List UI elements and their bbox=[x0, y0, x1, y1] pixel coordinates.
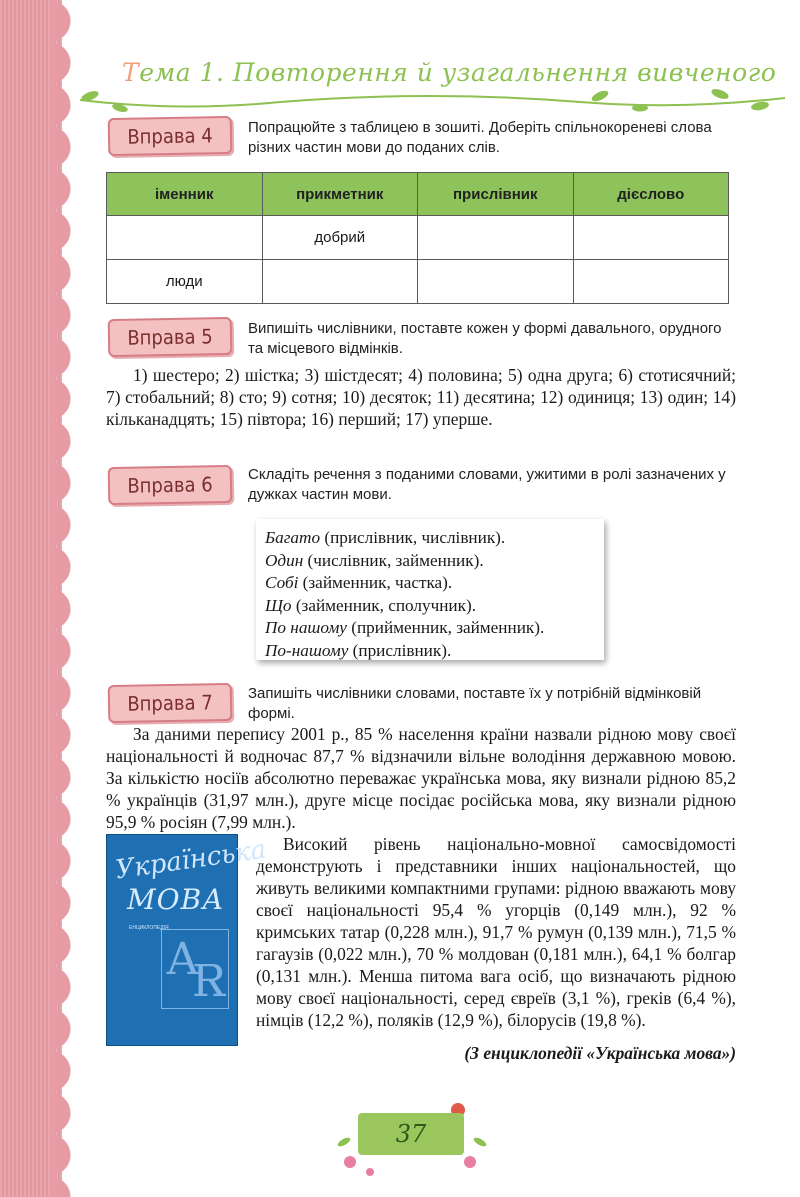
table-cell bbox=[573, 216, 729, 260]
vine-ornament-icon bbox=[80, 86, 785, 112]
table-header: прислівник bbox=[418, 173, 574, 216]
book-title-2: МОВА bbox=[127, 883, 225, 916]
book-letters: А Я bbox=[161, 929, 229, 1009]
list-item: По нашому (прийменник, займенник). bbox=[265, 618, 545, 637]
exercise-7-text-wrap: Високий рівень національно-мовної самосвідомості демонструють і представники інших національностей, що живуть великими компактними групами: рідною вважають мову своєї національності 95,4 % угорців (0,149 млн.), 92 % кримських татар (0,228 млн.), 91,7 % румун (0,139 млн.), 71,5 % гагаузів (0,022 млн.), 70 % молдован (0,181 млн.), 64,1 % болгар (0,131 млн.). Менша питома вага осіб, що визначають рідною мову своєї національності, серед євреїв (3,1 %), греків (6,4 %), німців (12,2 %), поляків (12,9 %), білорусів (19,8 %). bbox=[256, 834, 736, 1030]
exercise-badge-6: Вправа 6 bbox=[108, 465, 233, 505]
exercise-badge-7: Вправа 7 bbox=[108, 683, 233, 723]
exercise-7-text-top: За даними перепису 2001 р., 85 % населення країни назвали рідною мову своєї національності й водночас 87,7 % відзначили вільне володіння державною мовою. За кількістю носіїв абсолютно переважає українська мова, яку визнали рідною 85,2 % українців (31,97 млн.), друге місце посідає російська мова, яку визнали рідною 95,9 % росіян (7,99 млн.). bbox=[106, 724, 736, 832]
table-header: дієслово bbox=[573, 173, 729, 216]
exercise-5-task: Випишіть числівники, поставте кожен у формі давального, орудного та місцевого відмінків. bbox=[248, 320, 722, 357]
table-cell bbox=[573, 260, 729, 304]
table-header: прикметник bbox=[262, 173, 418, 216]
list-item: По-нашому (прислівник). bbox=[265, 640, 452, 660]
table-cell: люди bbox=[107, 260, 263, 304]
book-title-1: Українська bbox=[113, 834, 269, 886]
encyclopedia-cover-image bbox=[106, 834, 269, 1046]
exercise-badge-4: Вправа 4 bbox=[108, 116, 233, 156]
source-citation: (З енциклопедії «Українська мова») bbox=[464, 1043, 736, 1063]
word-list-card bbox=[256, 519, 604, 660]
list-item: Один (числівник, займенник). bbox=[265, 550, 484, 570]
table-cell: добрий bbox=[262, 216, 418, 260]
table-cell bbox=[418, 216, 574, 260]
topic-title: Тема 1. Повторення й узагальнення вивченого bbox=[122, 58, 777, 87]
table-cell bbox=[418, 260, 574, 304]
word-table bbox=[106, 172, 729, 304]
table-row bbox=[107, 260, 729, 304]
list-item: Багато (прислівник, числівник). bbox=[265, 528, 506, 547]
page-number: 37 bbox=[358, 1113, 464, 1155]
table-cell bbox=[262, 260, 418, 304]
scalloped-border bbox=[50, 0, 90, 1197]
exercise-4-task: Попрацюйте з таблицею в зошиті. Доберіть спільнокореневі слова різних частин мови до поданих слів. bbox=[248, 119, 712, 156]
table-header-row bbox=[107, 173, 729, 216]
table-row bbox=[107, 216, 729, 260]
exercise-badge-5: Вправа 5 bbox=[108, 317, 233, 357]
list-item: Собі (займенник, частка). bbox=[265, 573, 453, 592]
exercise-7-task: Запишіть числівники словами, поставте їх у потрібній відмінковій формі. bbox=[248, 685, 702, 722]
exercise-5-words: 1) шестеро; 2) шістка; 3) шістдесят; 4) половина; 5) одна друга; 6) стотисячний; 7) стобальний; 8) сто; 9) сотня; 10) десяток; 11) десятина; 12) одиниця; 13) один; 14) кільканадцять; 15) півтора; 16) перший; 17) уперше. bbox=[106, 365, 736, 429]
book-subtitle: ЕНЦИКЛОПЕДІЯ bbox=[129, 925, 169, 931]
table-header: іменник bbox=[107, 173, 263, 216]
page-header bbox=[80, 52, 785, 112]
exercise-6-task: Складіть речення з поданими словами, ужитими в ролі зазначених у дужках частин мови. bbox=[248, 466, 726, 503]
list-item: Що (займенник, сполучник). bbox=[265, 595, 476, 615]
table-cell bbox=[107, 216, 263, 260]
